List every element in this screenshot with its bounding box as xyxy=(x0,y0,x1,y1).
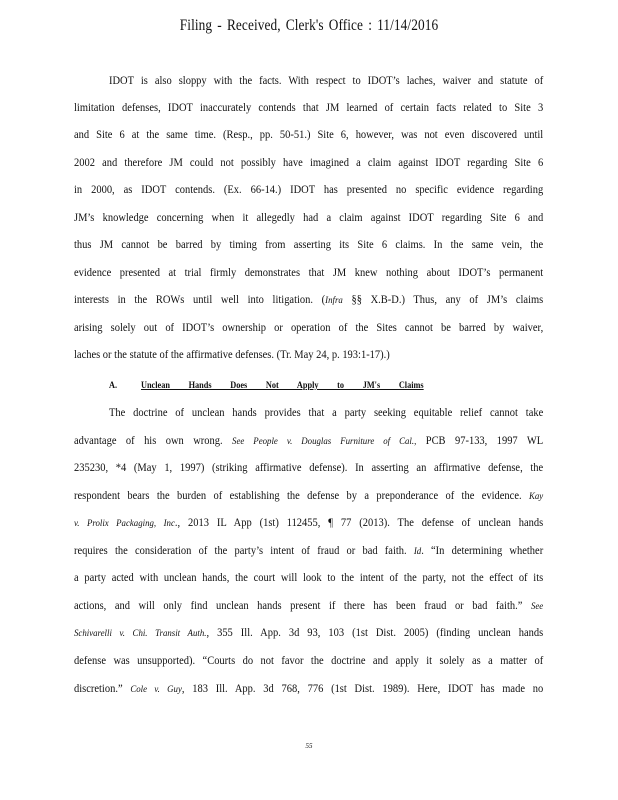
case-citation: Infra xyxy=(325,295,343,306)
paragraph-2-line-2 xyxy=(74,434,543,449)
case-citation: Kay xyxy=(528,491,544,502)
text-run: §§ X.B-D.) Thus, any of JM’s claims xyxy=(342,294,544,306)
paragraph-1-line-5: in 2000, as IDOT contends. (Ex. 66-14.) IDOT has presented no specific evidence regarding xyxy=(74,184,544,196)
paragraph-1-line-6: JM’s knowledge concerning when it allegedly had a claim against IDOT regarding Site 6 and xyxy=(74,212,544,224)
text-run: discretion.” xyxy=(74,683,131,695)
paragraph-2-line-10: defense was unsupported). “Courts do not favor the doctrine and apply it solely as a matter of xyxy=(74,655,544,667)
paragraph-1-line-11: laches or the statute of the affirmative defenses. (Tr. May 24, p. 193:1-17).) xyxy=(74,349,390,361)
paragraph-2-line-4 xyxy=(74,489,543,504)
paragraph-1-line-8: evidence presented at trial firmly demonstrates that JM knew nothing about IDOT’s permanent xyxy=(74,267,544,279)
paragraph-2-line-9 xyxy=(74,626,543,641)
paragraph-2-line-3: 235230, *4 (May 1, 1997) (striking affirmative defense). In asserting an affirmative defense, the xyxy=(74,462,544,474)
paragraph-2-line-5 xyxy=(74,516,543,531)
case-citation: Schivarelli v. Chi. Transit Auth. xyxy=(74,628,207,639)
page-number: 55 xyxy=(305,742,313,750)
section-title: Unclean Hands Does Not Apply to JM's Claims xyxy=(140,380,424,390)
case-citation: v. Prolix Packaging, Inc xyxy=(74,518,175,529)
text-run: respondent bears the burden of establishing the defense by a preponderance of the evidence. xyxy=(74,490,529,502)
text-run: PCB 97-133, 1997 WL xyxy=(416,435,544,447)
text-run: advantage of his own wrong. xyxy=(74,435,233,447)
paragraph-1-line-7: thus JM cannot be barred by timing from asserting its Site 6 claims. In the same vein, the xyxy=(74,239,544,251)
paragraph-2-line-8 xyxy=(74,599,543,614)
case-citation: See People v. Douglas Furniture of Cal., xyxy=(232,436,417,447)
text-run: actions, and will only find unclean hands present if there has been fraud or bad faith.” xyxy=(74,600,531,612)
text-run: , 355 Ill. App. 3d 93, 103 (1st Dist. 2005) (finding unclean hands xyxy=(206,627,544,639)
paragraph-2-line-1: The doctrine of unclean hands provides that a party seeking equitable relief cannot take xyxy=(109,407,544,419)
paragraph-1-line-3: and Site 6 at the same time. (Resp., pp. 50-51.) Site 6, however, was not even discovered until xyxy=(74,129,544,141)
paragraph-2-line-6 xyxy=(74,544,543,559)
section-heading xyxy=(109,380,424,390)
text-run: requires the consideration of the party’s intent of fraud or bad faith. xyxy=(74,545,414,557)
paragraph-1-line-4: 2002 and therefore JM could not possibly have imagined a claim against IDOT regarding Site 6 xyxy=(74,157,544,169)
paragraph-1-line-9 xyxy=(74,293,543,308)
paragraph-1-line-10: arising solely out of IDOT’s ownership or operation of the Sites cannot be barred by waiver, xyxy=(74,322,544,334)
paragraph-1-line-2: limitation defenses, IDOT inaccurately contends that JM learned of certain facts related to Site 3 xyxy=(74,102,544,114)
paragraph-2-line-7: a party acted with unclean hands, the court will look to the intent of the party, not the effect of its xyxy=(74,572,544,584)
paragraph-2-line-11 xyxy=(74,682,543,697)
case-citation: Id xyxy=(413,546,422,557)
text-run: ., 2013 IL App (1st) 112455, ¶ 77 (2013). The defense of unclean hands xyxy=(174,517,544,529)
text-run: interests in the ROWs until well into litigation. ( xyxy=(74,294,326,306)
section-label: A. xyxy=(109,380,118,390)
paragraph-1-line-1: IDOT is also sloppy with the facts. With respect to IDOT’s laches, waiver and statute of xyxy=(109,75,544,87)
text-run: . “In determining whether xyxy=(421,545,544,557)
case-citation: See xyxy=(530,601,544,612)
text-run: , 183 Ill. App. 3d 768, 776 (1st Dist. 1989). Here, IDOT has made no xyxy=(181,683,544,695)
case-citation: Cole v. Guy xyxy=(130,684,182,695)
filing-stamp-header: Filing - Received, Clerk's Office : 11/14/2016 xyxy=(179,17,439,34)
